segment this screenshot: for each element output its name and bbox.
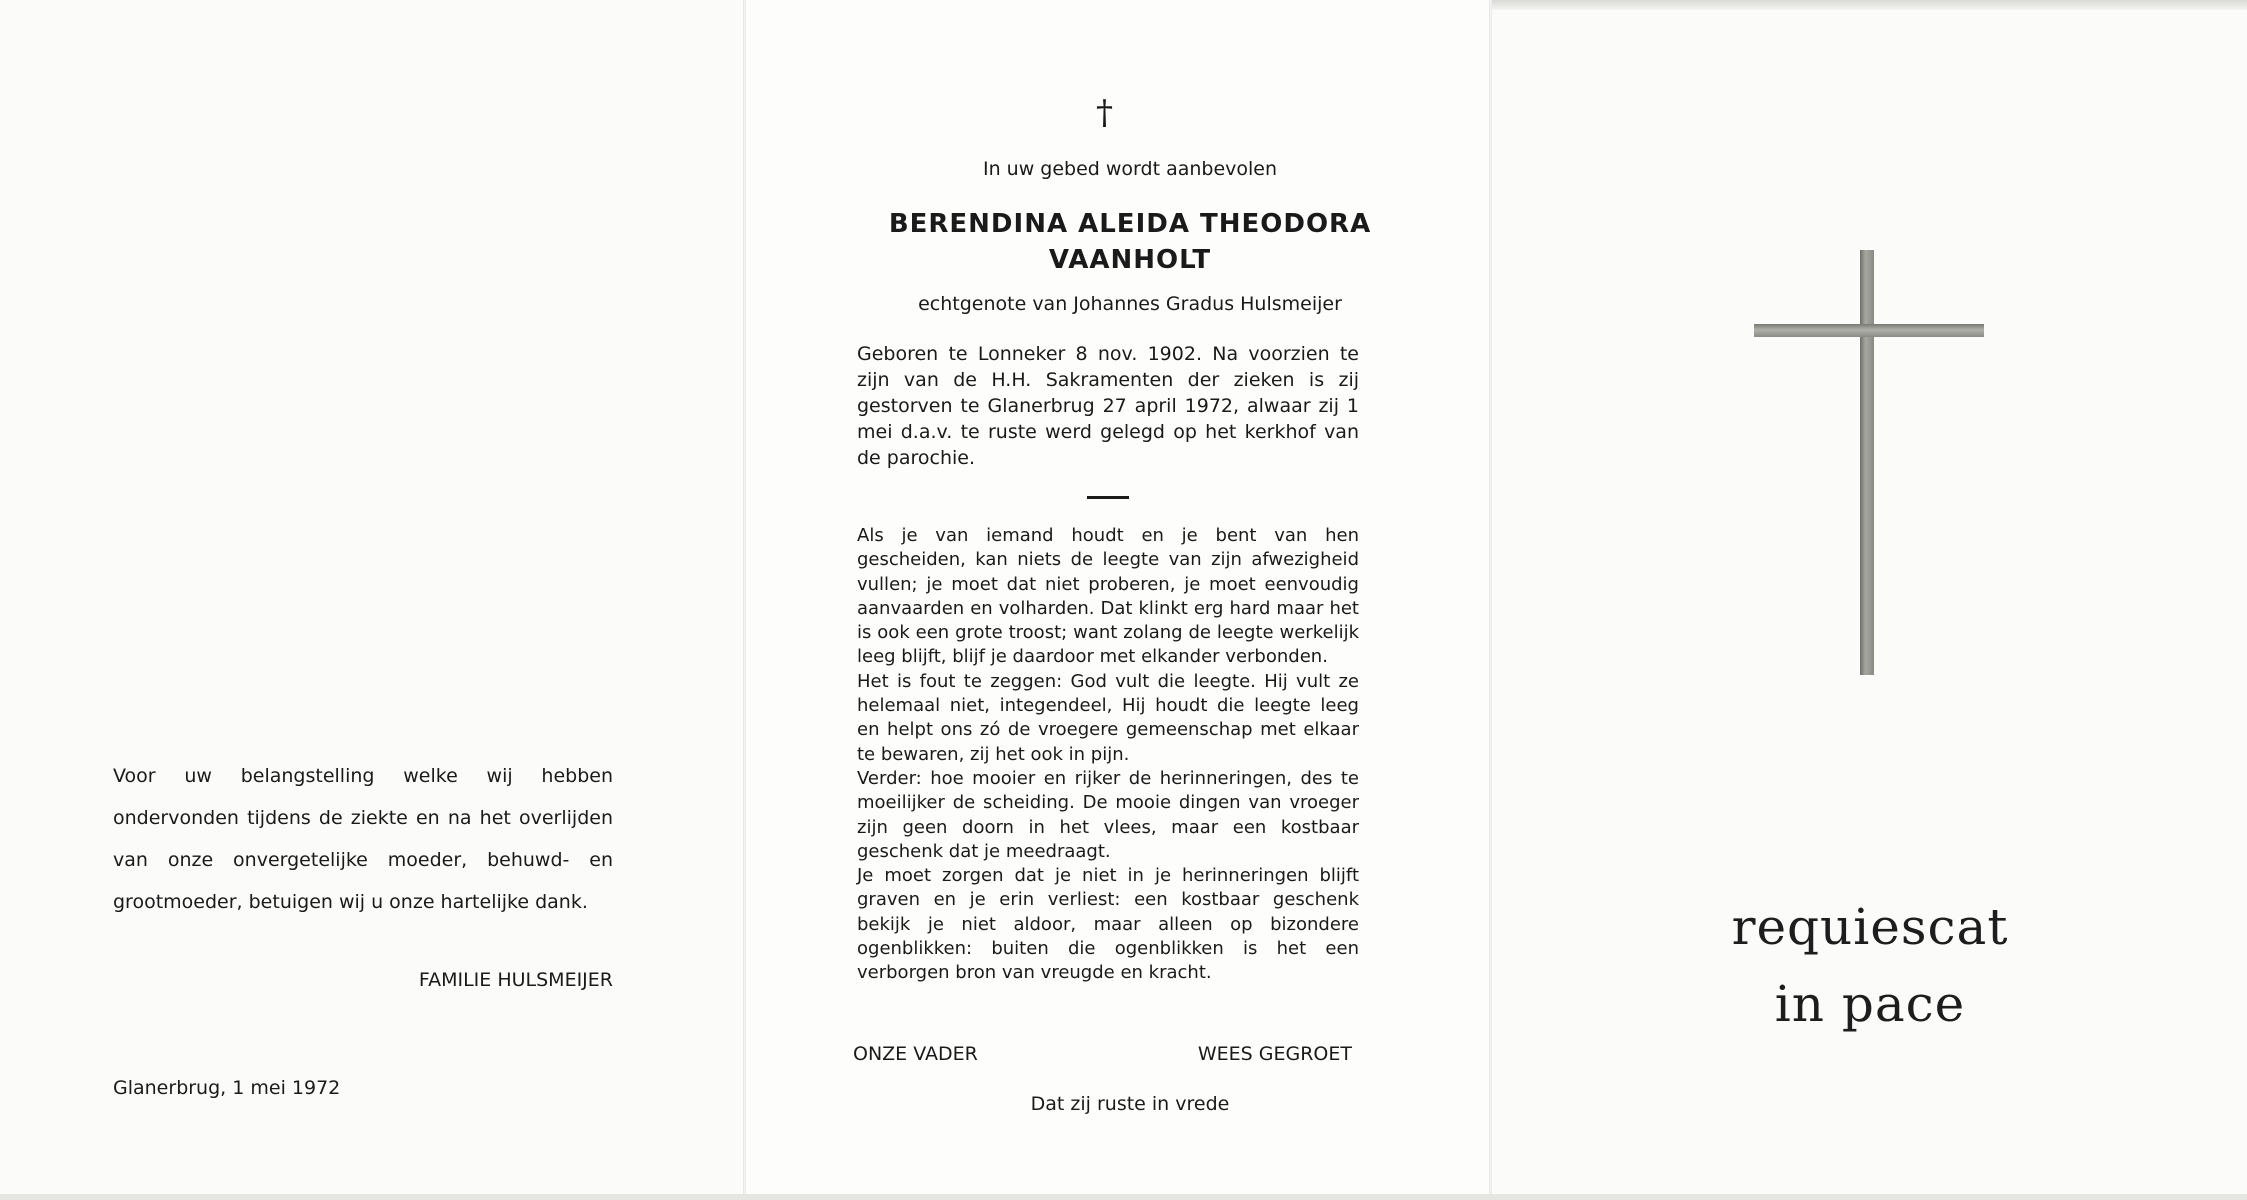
cross-horizontal-beam: [1754, 324, 1984, 337]
place-date: Glanerbrug, 1 mei 1972: [113, 1077, 341, 1099]
fold-line-right: [1489, 0, 1492, 1200]
latin-line-2: in pace: [1774, 975, 1966, 1033]
meditation-paragraph: Je moet zorgen dat je niet in je herinneringen blijft graven en je erin verliest: een kostbaar geschenk bekijk je niet aldoor, maar alleen op bizondere ogenblikken: buiten die ogenblikken is het een verborgen bron van vreugde en kracht.: [857, 865, 1359, 984]
deceased-name-line1: BERENDINA ALEIDA THEODORA: [888, 209, 1372, 239]
divider-dash: [1087, 496, 1129, 499]
prayer-onze-vader: ONZE VADER: [853, 1043, 978, 1065]
paper-bottom-edge: [0, 1194, 2247, 1200]
meditation-paragraph: Verder: hoe mooier en rijker de herinneringen, des te moeilijker de scheiding. De mooie dingen van vroeger zijn geen doorn in het vlees, maar een kostbaar geschenk dat je meedraagt.: [857, 767, 1359, 862]
card-panel-left: [0, 0, 744, 1200]
meditation-paragraph: Als je van iemand houdt en je bent van hen gescheiden, kan niets de leegte van zijn afwezigheid vullen; je moet dat niet proberen, je moet eenvoudig aanvaarden en volharden. Dat klinkt erg hard maar het is ook een grote troost; want zolang de leegte werkelijk leeg blijft, blijf je daardoor met elkander verbonden.: [857, 525, 1359, 668]
cross-icon: †: [1096, 93, 1113, 133]
latin-cross-icon: [1754, 250, 1984, 675]
meditation-paragraph: Het is fout te zeggen: God vult die leegte. Hij vult ze helemaal niet, integendeel, Hij houdt die leegte leeg en helpt ons zó de vroegere gemeenschap met elkaar te bewaren, zij het ook in pijn.: [857, 670, 1359, 765]
thanks-text: Voor uw belangstelling welke wij hebben ondervonden tijdens de ziekte en na het overlijden van onze onvergetelijke moeder, behuwd- en grootmoeder, betuigen wij u onze hartelijke dank.: [113, 765, 613, 913]
birth-death-text: Geboren te Lonneker 8 nov. 1902. Na voorzien te zijn van de H.H. Sakramenten der zieken is zij gestorven te Glanerbrug 27 april 1972, alwaar zij 1 mei d.a.v. te ruste werd gelegd op het kerkhof van de parochie.: [857, 343, 1359, 469]
spouse-line: echtgenote van Johannes Gradus Hulsmeijer: [918, 293, 1342, 315]
family-signature: FAMILIE HULSMEIJER: [418, 969, 613, 991]
cross-vertical-beam: [1860, 250, 1874, 675]
deceased-name: [820, 206, 1440, 278]
recommend-line: In uw gebed wordt aanbevolen: [982, 158, 1278, 180]
fold-line-left: [743, 0, 746, 1200]
rest-in-peace-line: Dat zij ruste in vrede: [1030, 1093, 1230, 1115]
prayer-wees-gegroet: WEES GEGROET: [1197, 1043, 1352, 1065]
deceased-name-line2: VAANHOLT: [1048, 245, 1212, 275]
meditation-text: [857, 524, 1359, 986]
latin-line-1: requiescat: [1731, 898, 2009, 956]
